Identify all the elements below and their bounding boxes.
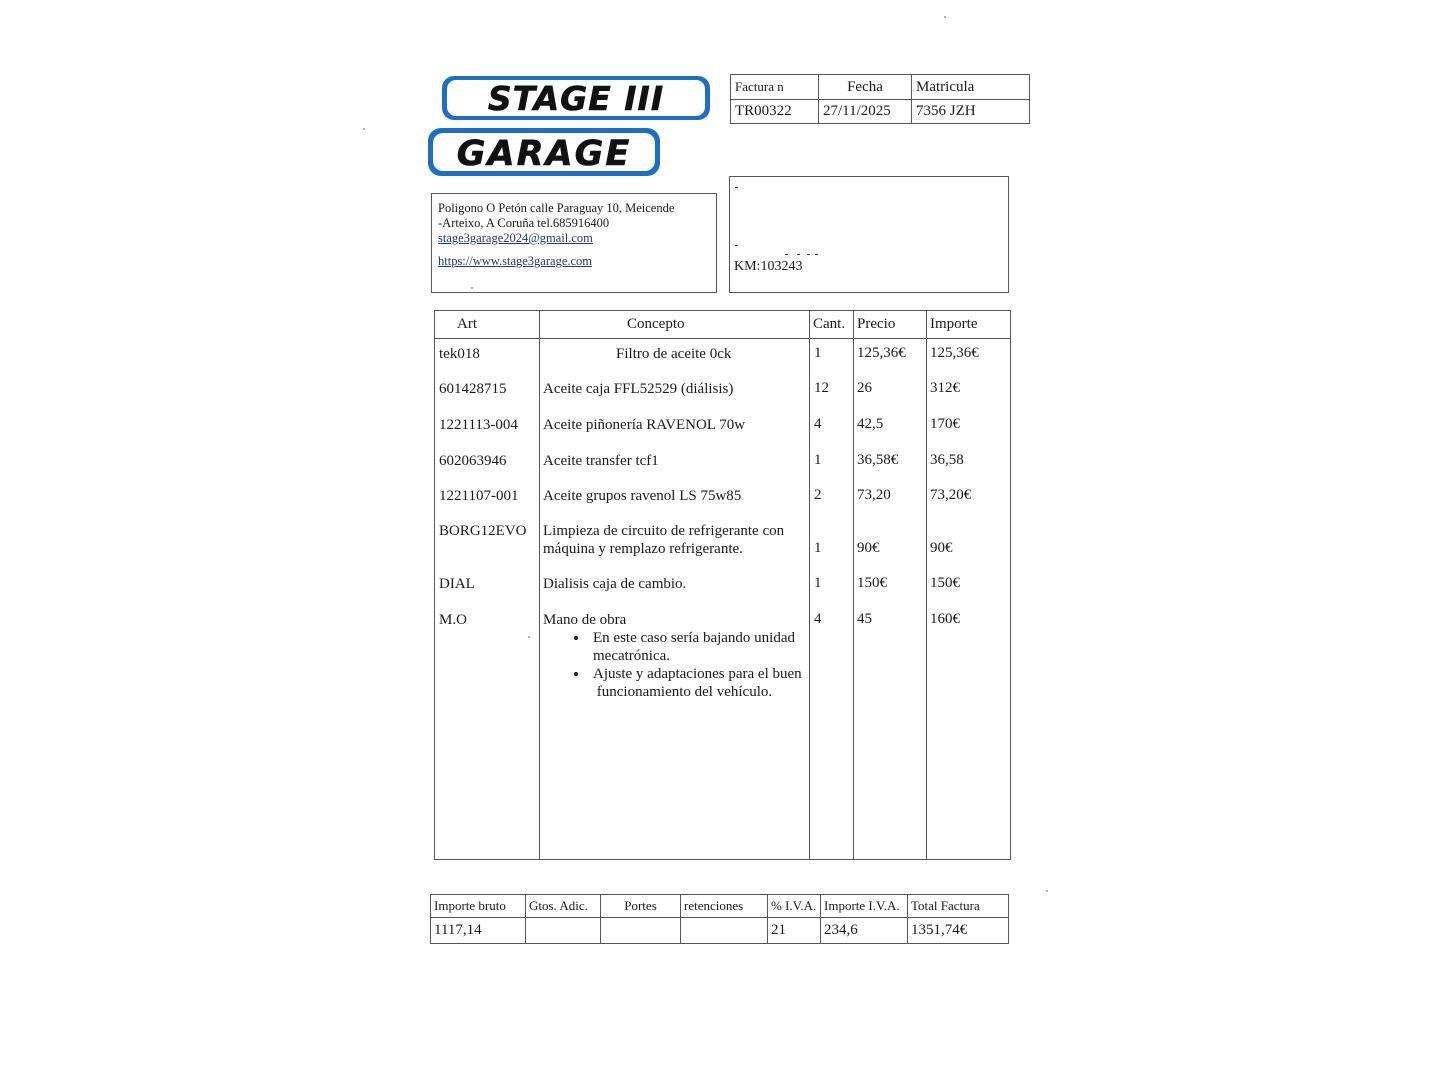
col-divider <box>539 311 540 859</box>
table-row-art: DIAL <box>439 576 475 592</box>
col-header-importe: Importe <box>930 316 978 332</box>
total-value-total: 1351,74€ <box>908 918 1009 944</box>
table-row-concepto <box>543 611 809 701</box>
concepto-line: máquina y remplazo refrigerante. <box>543 541 743 557</box>
total-value-bruto: 1117,14 <box>431 918 526 944</box>
table-row-precio: 45 <box>857 611 872 627</box>
table-row-art: 601428715 <box>439 381 507 397</box>
client-box <box>729 176 1009 293</box>
total-header-retenciones: retenciones <box>681 895 768 918</box>
table-row-cant: 1 <box>814 345 822 361</box>
table-row-art: 1221113-004 <box>439 417 518 433</box>
col-header-precio: Precio <box>857 316 896 332</box>
table-row-importe: 170€ <box>930 416 960 432</box>
table-row-importe: 73,20€ <box>930 487 972 503</box>
fecha-value: 27/11/2025 <box>819 100 912 124</box>
scan-mark <box>735 245 738 246</box>
scan-speck <box>363 128 365 130</box>
scan-mark <box>785 254 788 255</box>
total-value-iva-pct: 21 <box>768 918 821 944</box>
factura-label: Factura n <box>731 75 819 100</box>
total-value-portes <box>601 918 681 944</box>
total-header-iva-pct: % I.V.A. <box>768 895 821 918</box>
email-link[interactable]: stage3garage2024@gmail.com <box>438 231 593 245</box>
table-row-art: M.O <box>439 612 467 628</box>
col-header-cant: Cant. <box>813 316 846 332</box>
company-address-box <box>431 193 717 293</box>
total-header-bruto: Importe bruto <box>431 895 526 918</box>
address-line2: -Arteixo, A Coruña tel.685916400 <box>438 216 610 230</box>
website-link[interactable]: https://www.stage3garage.com <box>438 254 593 268</box>
concepto-line: Mano de obra <box>543 612 627 628</box>
logo-line2: GARAGE <box>456 134 632 174</box>
bullet-list <box>543 629 809 701</box>
table-row-cant: 12 <box>814 380 829 396</box>
table-row-cant: 1 <box>814 452 822 468</box>
total-value-iva-imp: 234,6 <box>821 918 908 944</box>
col-divider <box>853 311 854 859</box>
scan-speck <box>944 16 946 18</box>
invoice-header-table <box>730 74 1030 124</box>
col-divider <box>809 311 810 859</box>
scan-mark <box>797 254 800 255</box>
table-row-concepto: Dialisis caja de cambio. <box>543 576 687 592</box>
table-row-importe: 160€ <box>930 611 960 627</box>
table-row-precio: 125,36€ <box>857 345 906 361</box>
client-km: KM:103243 <box>734 259 803 274</box>
total-value-retenciones <box>681 918 768 944</box>
table-row-precio: 90€ <box>857 540 880 556</box>
matricula-value: 7356 JZH <box>912 100 1030 124</box>
table-row-concepto: Aceite piñonería RAVENOL 70w <box>543 417 746 433</box>
total-header-iva-imp: Importe I.V.A. <box>821 895 908 918</box>
table-row-art: BORG12EVO <box>439 523 527 539</box>
concepto-line: Limpieza de circuito de refrigerante con <box>543 523 785 539</box>
table-row-cant: 1 <box>814 540 822 556</box>
totals-table <box>430 894 1009 944</box>
table-row-art: tek018 <box>439 346 480 362</box>
total-header-gtos: Gtos. Adic. <box>526 895 601 918</box>
table-row-importe: 150€ <box>930 575 960 591</box>
total-value-gtos <box>526 918 601 944</box>
bullet-item: • En este caso sería bajando unidad mecatrónica. <box>589 629 809 665</box>
table-row-precio: 26 <box>857 380 872 396</box>
header-divider <box>435 338 1010 339</box>
col-divider <box>926 311 927 859</box>
scan-speck <box>528 636 530 638</box>
table-row-concepto: Aceite grupos ravenol LS 75w85 <box>543 488 742 504</box>
col-header-art: Art <box>457 316 477 332</box>
table-row-cant: 2 <box>814 487 822 503</box>
table-row-cant: 4 <box>814 416 822 432</box>
scan-mark <box>815 254 818 255</box>
scan-speck <box>1046 890 1048 892</box>
table-row-importe: 312€ <box>930 380 960 396</box>
bullet-item: • Ajuste y adaptaciones para el buen funcionamiento del vehículo. <box>589 665 809 701</box>
table-row-concepto: Filtro de aceite 0ck <box>616 346 732 362</box>
col-header-concepto: Concepto <box>627 316 685 332</box>
table-row-importe: 125,36€ <box>930 345 979 361</box>
table-row-importe: 90€ <box>930 540 953 556</box>
table-row-concepto: Aceite caja FFL52529 (diálisis) <box>543 381 734 397</box>
table-row-art: 1221107-001 <box>439 488 519 504</box>
table-row-concepto: Aceite transfer tcf1 <box>543 453 659 469</box>
table-row-precio: 73,20 <box>857 487 891 503</box>
table-row-precio: 36,58€ <box>857 452 899 468</box>
company-logo <box>426 72 716 184</box>
scan-mark <box>807 254 810 255</box>
items-table <box>434 310 1011 860</box>
table-row-cant: 1 <box>814 575 822 591</box>
address-line1: Poligono O Petón calle Paraguay 10, Meicende <box>438 201 675 215</box>
factura-value: TR00322 <box>731 100 819 124</box>
total-header-total: Total Factura <box>908 895 1009 918</box>
scan-speck <box>471 287 473 289</box>
table-row-precio: 150€ <box>857 575 887 591</box>
table-row-importe: 36,58 <box>930 452 964 468</box>
fecha-label: Fecha <box>819 75 912 100</box>
logo-line1: STAGE III <box>487 79 665 118</box>
logo-graphic <box>426 72 716 184</box>
table-row-precio: 42,5 <box>857 416 884 432</box>
matricula-label: Matricula <box>912 75 1030 100</box>
table-row-concepto <box>543 522 784 558</box>
total-header-portes: Portes <box>601 895 681 918</box>
table-row-art: 602063946 <box>439 453 507 469</box>
scan-mark <box>735 187 738 188</box>
table-row-cant: 4 <box>814 611 822 627</box>
